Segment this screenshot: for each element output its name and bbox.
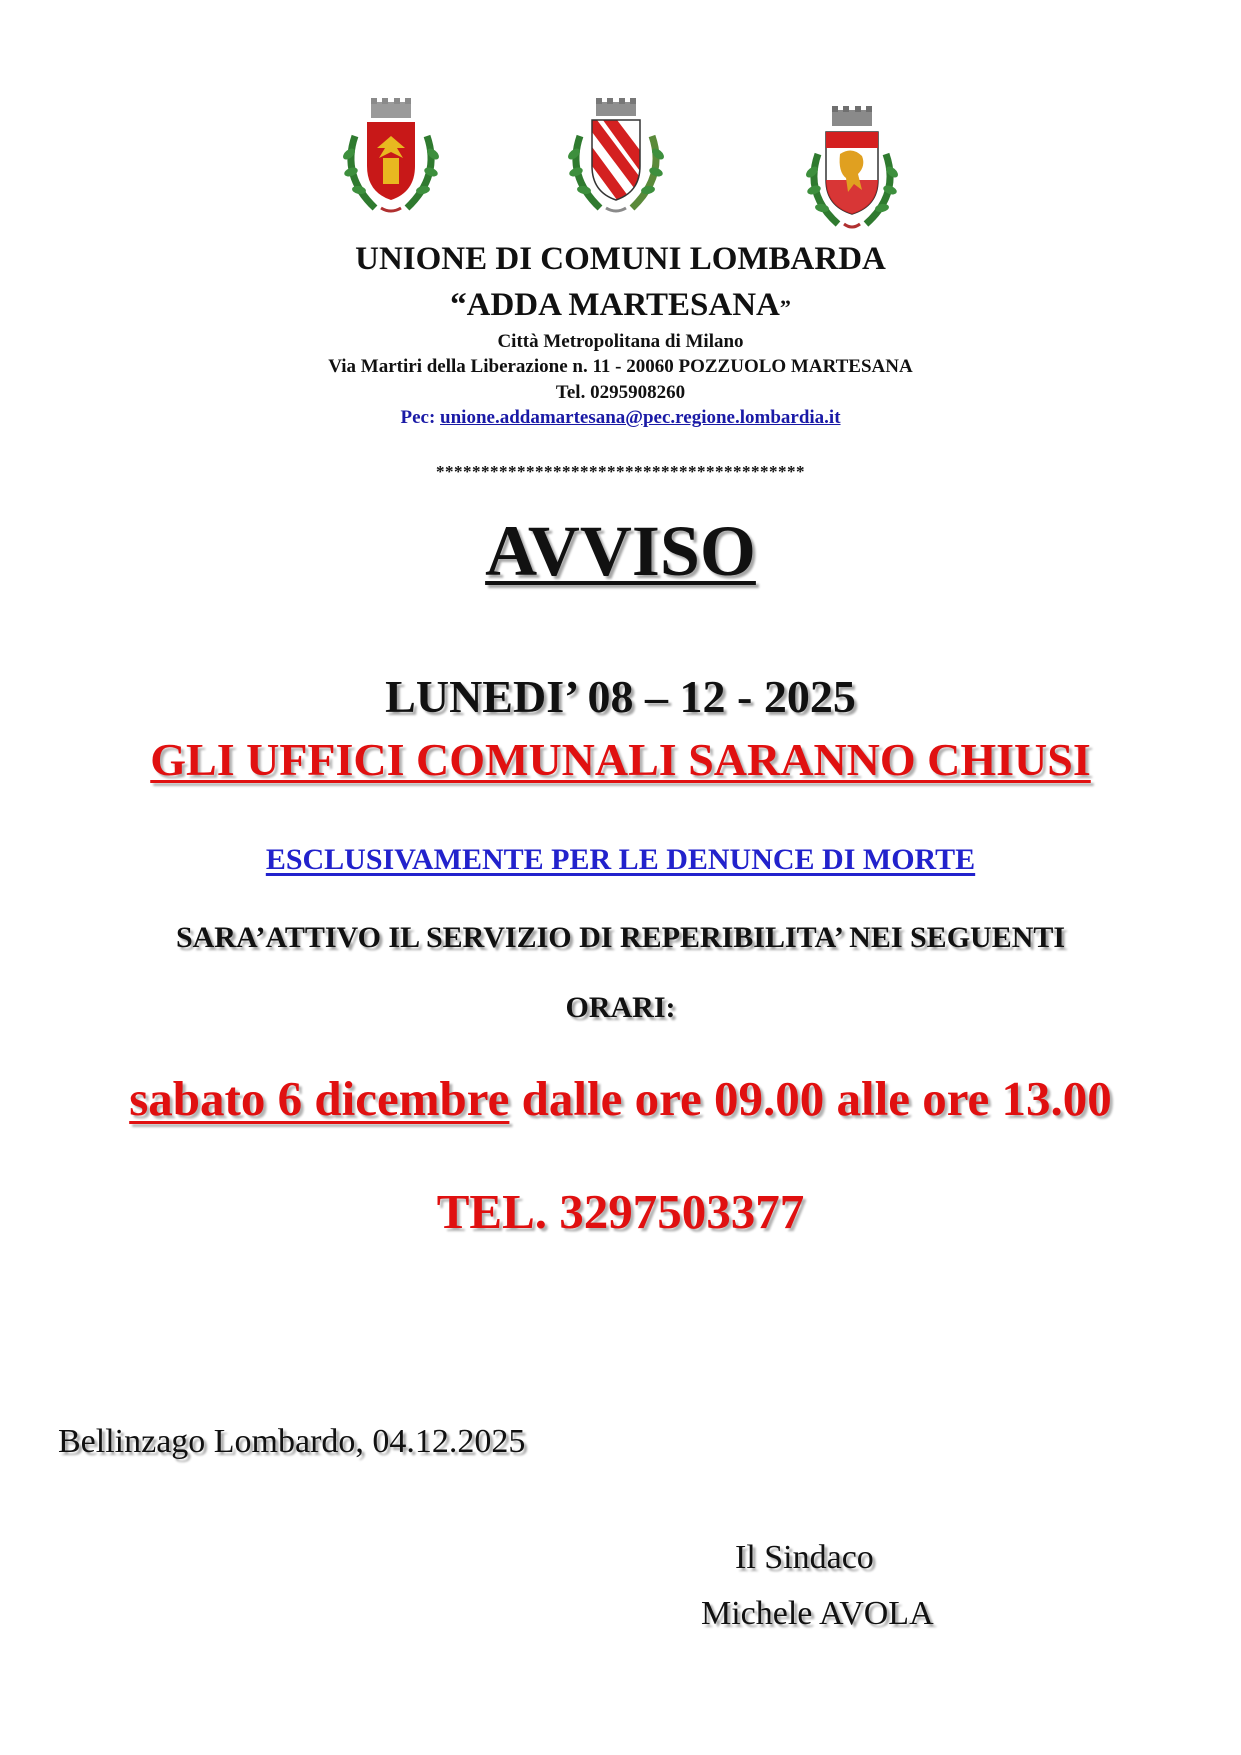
signatory-name: Michele AVOLA	[701, 1595, 934, 1632]
exclusive-note-text: ESCLUSIVAMENTE PER LE DENUNCE DI MORTE	[265, 843, 976, 876]
closure-notice-text: GLI UFFICI COMUNALI SARANNO CHIUSI	[150, 734, 1091, 785]
coat-of-arms-red-stripes-icon	[560, 96, 672, 218]
org-phone: Tel. 0295908260	[555, 382, 686, 403]
org-name-closing-quote: ”	[779, 295, 791, 320]
org-name-quoted: “ADDA MARTESANA	[450, 287, 780, 323]
separator-line: *****************************************	[436, 462, 805, 481]
closure-date: LUNEDI’ 08 – 12 - 2025	[385, 671, 856, 722]
signatory-role: Il Sindaco	[735, 1539, 874, 1576]
service-text-line1: SARA’ATTIVO IL SERVIZIO DI REPERIBILITA’ NEI SEGUENTI	[175, 921, 1066, 954]
pec-label: Pec:	[400, 407, 436, 428]
exclusive-note	[0, 842, 1241, 878]
org-name-line2	[0, 286, 1241, 327]
org-city: Città Metropolitana di Milano	[497, 331, 744, 352]
service-hours	[0, 1070, 1241, 1128]
org-name-line1: UNIONE DI COMUNI LOMBARDA	[355, 241, 886, 277]
service-hours-range: dalle ore 09.00 alle ore 13.00	[509, 1071, 1112, 1126]
org-address: Via Martiri della Liberazione n. 11 - 20060 POZZUOLO MARTESANA	[328, 356, 913, 377]
closure-notice	[0, 733, 1241, 787]
coat-of-arms-lion-icon	[800, 104, 904, 234]
pec-email-link[interactable]: unione.addamartesana@pec.regione.lombardia.it	[440, 407, 841, 428]
notice-title-text: AVVISO	[485, 511, 756, 591]
place-date: Bellinzago Lombardo, 04.12.2025	[58, 1423, 526, 1460]
service-phone: TEL. 3297503377	[436, 1184, 805, 1239]
coat-of-arms-eagle-icon	[335, 96, 447, 218]
service-text-line2: ORARI:	[565, 991, 676, 1024]
service-day: sabato 6 dicembre	[129, 1071, 510, 1126]
notice-title	[0, 510, 1241, 592]
org-pec	[0, 407, 1241, 429]
